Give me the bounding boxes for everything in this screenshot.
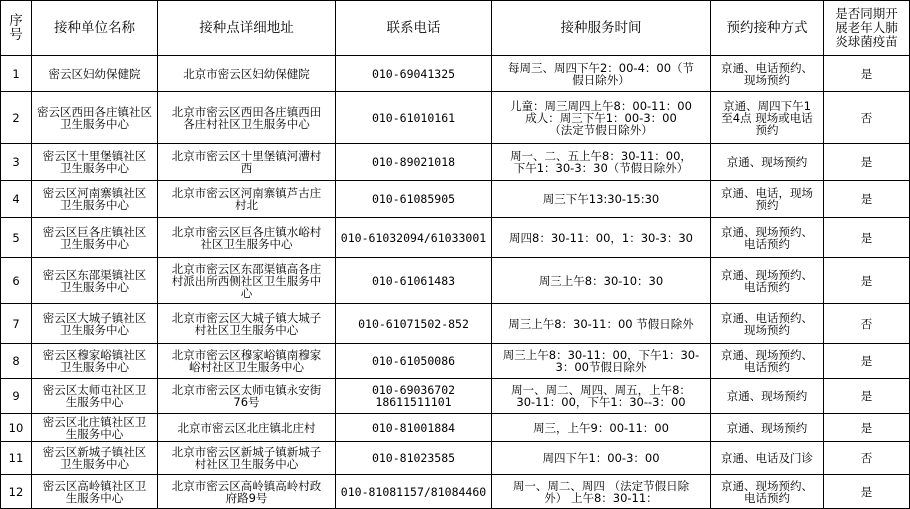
cell-unit: 密云区十里堡镇社区 卫生服务中心 xyxy=(32,144,158,181)
cell-phone: 010-61071502-852 xyxy=(336,304,492,344)
cell-unit: 密云区东邵渠镇社区 卫生服务中心 xyxy=(32,258,158,304)
cell-phone: 010-61032094/61033001 xyxy=(336,218,492,258)
cell-time: 周三，上午9：00-11：00 xyxy=(492,414,711,442)
cell-addr: 北京市密云区太师屯镇永安街 76号 xyxy=(158,379,336,414)
cell-phone: 010-89021018 xyxy=(336,144,492,181)
cell-flag: 是 xyxy=(824,181,910,218)
cell-phone: 010-61061483 xyxy=(336,258,492,304)
cell-flag: 否 xyxy=(824,304,910,344)
cell-time: 周四下午1：00-3：00 xyxy=(492,442,711,475)
cell-flag: 是 xyxy=(824,414,910,442)
cell-no: 9 xyxy=(1,379,32,414)
cell-method: 京通、现场预约、 电话预约 xyxy=(711,475,824,509)
cell-addr: 北京市密云区高岭镇高岭村政 府路9号 xyxy=(158,475,336,509)
cell-no: 1 xyxy=(1,56,32,92)
cell-unit: 密云区北庄镇社区卫 生服务中心 xyxy=(32,414,158,442)
table-row xyxy=(1,475,910,509)
cell-phone: 010-61085905 xyxy=(336,181,492,218)
cell-unit: 密云区新城子镇社区 卫生服务中心 xyxy=(32,442,158,475)
cell-unit: 密云区太师屯社区卫 生服务中心 xyxy=(32,379,158,414)
cell-phone: 010-61010161 xyxy=(336,92,492,144)
table-row xyxy=(1,414,910,442)
cell-flag: 是 xyxy=(824,56,910,92)
cell-method: 京通、现场预约、 电话预约 xyxy=(711,258,824,304)
cell-no: 7 xyxy=(1,304,32,344)
cell-no: 4 xyxy=(1,181,32,218)
cell-unit: 密云区西田各庄镇社区 卫生服务中心 xyxy=(32,92,158,144)
cell-method: 京通、电话，现场 预约 xyxy=(711,181,824,218)
cell-time: 周三上午8：30-10：30 xyxy=(492,258,711,304)
cell-unit: 密云区高岭镇社区卫 生服务中心 xyxy=(32,475,158,509)
cell-no: 2 xyxy=(1,92,32,144)
cell-no: 5 xyxy=(1,218,32,258)
cell-flag: 否 xyxy=(824,92,910,144)
table-row xyxy=(1,379,910,414)
cell-time: 周一、二、五上午8：30-11：00， 下午1：30-3：30（节假日除外） xyxy=(492,144,711,181)
cell-no: 6 xyxy=(1,258,32,304)
table-row xyxy=(1,304,910,344)
table-row xyxy=(1,181,910,218)
cell-flag: 是 xyxy=(824,379,910,414)
cell-addr: 北京市密云区妇幼保健院 xyxy=(158,56,336,92)
cell-method: 京通、电话预约、 现场预约 xyxy=(711,56,824,92)
cell-method: 京通、现场预约 xyxy=(711,144,824,181)
header-cell: 接种服务时间 xyxy=(492,1,711,56)
table-row xyxy=(1,442,910,475)
cell-method: 京通、现场预约 xyxy=(711,379,824,414)
cell-flag: 是 xyxy=(824,218,910,258)
cell-method: 京通、现场预约 xyxy=(711,414,824,442)
cell-phone: 010-69041325 xyxy=(336,56,492,92)
cell-flag: 是 xyxy=(824,344,910,379)
header-cell: 联系电话 xyxy=(336,1,492,56)
cell-addr: 北京市密云区东邵渠镇高各庄 村派出所西侧社区卫生服务中 心 xyxy=(158,258,336,304)
cell-phone: 010-61050086 xyxy=(336,344,492,379)
cell-method: 京通、电话及门诊 xyxy=(711,442,824,475)
cell-no: 10 xyxy=(1,414,32,442)
table-row xyxy=(1,344,910,379)
cell-unit: 密云区河南寨镇社区 卫生服务中心 xyxy=(32,181,158,218)
cell-time: 每周三、周四下午2：00-4：00（节 假日除外） xyxy=(492,56,711,92)
cell-time: 周一、周二、周四、周五，上午8： 30-11：00，下午1：30--3：00 xyxy=(492,379,711,414)
cell-addr: 北京市密云区大城子镇大城子 村社区卫生服务中心 xyxy=(158,304,336,344)
cell-unit: 密云区穆家峪镇社区 卫生服务中心 xyxy=(32,344,158,379)
header-cell: 序号 xyxy=(1,1,32,56)
table-row xyxy=(1,56,910,92)
cell-phone: 010-81001884 xyxy=(336,414,492,442)
header-cell: 接种单位名称 xyxy=(32,1,158,56)
cell-flag: 是 xyxy=(824,475,910,509)
cell-no: 3 xyxy=(1,144,32,181)
cell-time: 周三上午8：30-11：00，下午1：30- 3：00节假日除外 xyxy=(492,344,711,379)
cell-time: 周三上午8：30-11：00 节假日除外 xyxy=(492,304,711,344)
cell-no: 12 xyxy=(1,475,32,509)
cell-method: 京通、周四下午1 至4点 现场或电话 预约 xyxy=(711,92,824,144)
cell-addr: 北京市密云区巨各庄镇水峪村 社区卫生服务中心 xyxy=(158,218,336,258)
cell-addr: 北京市密云区穆家峪镇南穆家 峪村社区卫生服务中心 xyxy=(158,344,336,379)
cell-flag: 是 xyxy=(824,144,910,181)
cell-addr: 北京市密云区新城子镇新城子 村社区卫生服务中心 xyxy=(158,442,336,475)
cell-addr: 北京市密云区北庄镇北庄村 xyxy=(158,414,336,442)
cell-addr: 北京市密云区西田各庄镇西田 各庄村社区卫生服务中心 xyxy=(158,92,336,144)
cell-no: 11 xyxy=(1,442,32,475)
table-row xyxy=(1,92,910,144)
cell-time: 周一、周二、周四 （法定节假日除 外） 上午8：30-11： xyxy=(492,475,711,509)
cell-flag: 否 xyxy=(824,442,910,475)
cell-unit: 密云区大城子镇社区 卫生服务中心 xyxy=(32,304,158,344)
table-row xyxy=(1,144,910,181)
cell-unit: 密云区妇幼保健院 xyxy=(32,56,158,92)
cell-no: 8 xyxy=(1,344,32,379)
cell-time: 周四8：30-11：00，1：30-3：30 xyxy=(492,218,711,258)
header-cell: 接种点详细地址 xyxy=(158,1,336,56)
table-row xyxy=(1,258,910,304)
cell-method: 京通、现场预约、 电话预约 xyxy=(711,344,824,379)
cell-method: 京通、电话预约、 现场预约 xyxy=(711,304,824,344)
cell-time: 周三下午13:30-15:30 xyxy=(492,181,711,218)
cell-addr: 北京市密云区河南寨镇芦古庄 村北 xyxy=(158,181,336,218)
cell-phone: 010-81081157/81084460 xyxy=(336,475,492,509)
cell-time: 儿童：周三周四上午8：00-11：00 成人：周三下午1：00-3：00 （法定节假日除外） xyxy=(492,92,711,144)
cell-method: 京通、现场预约、 电话预约 xyxy=(711,218,824,258)
cell-addr: 北京市密云区十里堡镇河漕村 西 xyxy=(158,144,336,181)
cell-phone: 010-69036702 18611511101 xyxy=(336,379,492,414)
header-cell: 是否同期开 展老年人肺 炎球菌疫苗 xyxy=(824,1,910,56)
header-cell: 预约接种方式 xyxy=(711,1,824,56)
header-row xyxy=(1,1,910,56)
table-row xyxy=(1,218,910,258)
cell-unit: 密云区巨各庄镇社区 卫生服务中心 xyxy=(32,218,158,258)
cell-flag: 是 xyxy=(824,258,910,304)
cell-phone: 010-81023585 xyxy=(336,442,492,475)
